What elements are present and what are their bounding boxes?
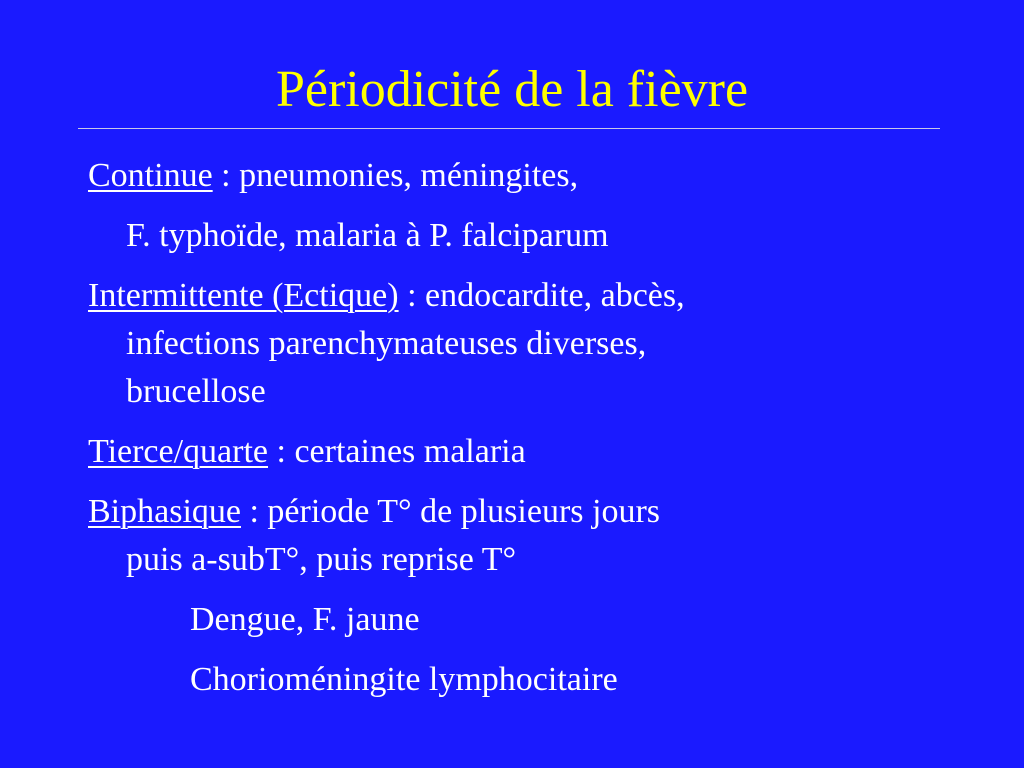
term-continue: Continue	[88, 157, 213, 194]
item-text: : certaines malaria	[268, 433, 526, 470]
term-biphasique: Biphasique	[88, 493, 241, 530]
item-text: : période T° de plusieurs jours	[240, 493, 660, 530]
sub-item: Dengue, F. jaune	[190, 601, 420, 638]
list-item-continue	[88, 152, 578, 200]
item-continuation-line: infections parenchymateuses diverses,	[126, 325, 647, 362]
item-continuation-line: puis a-subT°, puis reprise T°	[126, 541, 517, 578]
item-continuation-line: brucellose	[126, 373, 266, 410]
item-text: : endocardite, abcès,	[398, 277, 685, 314]
sub-item: Chorioméningite lymphocitaire	[190, 661, 618, 698]
list-item-intermittente	[88, 272, 685, 320]
term-tierce-quarte: Tierce/quarte	[88, 433, 269, 470]
item-text: : pneumonies, méningites,	[212, 157, 579, 194]
title-divider	[78, 128, 940, 129]
term-intermittente: Intermittente (Ectique)	[88, 277, 399, 314]
list-item-tierce-quarte	[88, 428, 526, 476]
list-item-biphasique	[88, 488, 660, 536]
item-continuation-line: F. typhoïde, malaria à P. falciparum	[126, 217, 609, 254]
slide-title: Périodicité de la fièvre	[275, 61, 749, 118]
